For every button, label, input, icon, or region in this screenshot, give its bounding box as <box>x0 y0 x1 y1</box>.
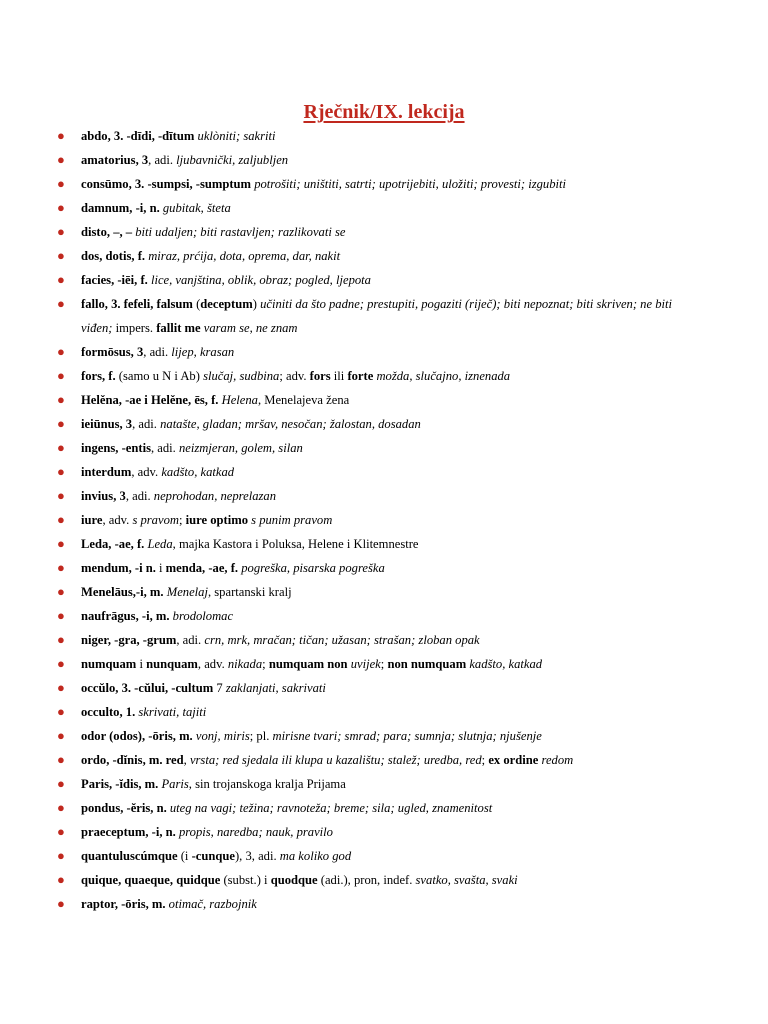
entry-text: ; adv. <box>279 369 310 383</box>
entry-headword: numquam <box>81 657 137 671</box>
vocabulary-entry <box>57 124 697 148</box>
entry-headword: menda, -ae, f. <box>165 561 239 575</box>
vocabulary-entry <box>57 556 697 580</box>
entry-translation: svatko, svašta, svaki <box>415 873 518 887</box>
bullet-icon: ● <box>57 512 65 527</box>
vocabulary-entry <box>57 148 697 172</box>
entry-text: ) <box>252 297 261 311</box>
entry-text: (i <box>177 849 192 863</box>
bullet-icon: ● <box>57 296 65 311</box>
entry-translation: zaklanjati, sakrivati <box>225 681 326 695</box>
entry-headword: -cunque <box>191 849 235 863</box>
entry-headword: Paris, -ĭdis, m. <box>81 777 159 791</box>
vocabulary-entry <box>57 460 697 484</box>
bullet-icon: ● <box>57 248 65 263</box>
vocabulary-entry <box>57 196 697 220</box>
entry-translation: crn, mrk, mračan; tičan; užasan; strašan; zloban opak <box>204 633 480 647</box>
entry-translation: potrošiti; uništiti, satrti; upotrijebiti, uložiti; provesti; izgubiti <box>251 177 567 191</box>
entry-translation: Paris <box>158 777 189 791</box>
bullet-icon: ● <box>57 344 65 359</box>
bullet-icon: ● <box>57 272 65 287</box>
entry-translation: redom <box>538 753 574 767</box>
entry-translation: brodolomac <box>169 609 234 623</box>
entry-text: , adi. <box>143 345 172 359</box>
vocabulary-entry <box>57 292 697 340</box>
entry-translation: natašte, gladan; mršav, nesočan; žalostan, dosadan <box>160 417 421 431</box>
bullet-icon: ● <box>57 152 65 167</box>
vocabulary-entry <box>57 508 697 532</box>
bullet-icon: ● <box>57 800 65 815</box>
entry-translation: otimač, razbojnik <box>165 897 257 911</box>
entry-translation: pogreška, pisarska pogreška <box>238 561 385 575</box>
entry-text: 7 <box>213 681 226 695</box>
entry-text: , sin trojanskoga kralja Prijama <box>188 777 346 791</box>
entry-headword: quantuluscúmque <box>81 849 178 863</box>
page-title: Rječnik/IX. lekcija <box>303 101 465 124</box>
entry-translation: gubitak, šteta <box>159 201 231 215</box>
entry-headword: pondus, -ĕris, n. <box>81 801 167 815</box>
entry-headword: interdum <box>81 465 132 479</box>
entry-headword: disto, –, – <box>81 225 133 239</box>
vocabulary-entry <box>57 820 697 844</box>
entry-text: (samo u N i Ab) <box>115 369 204 383</box>
vocabulary-entry <box>57 244 697 268</box>
vocabulary-entry <box>57 868 697 892</box>
entry-translation: uklòniti; sakriti <box>194 129 276 143</box>
vocabulary-entry <box>57 484 697 508</box>
entry-headword: damnum, -i, n. <box>81 201 160 215</box>
bullet-icon: ● <box>57 392 65 407</box>
entry-headword: quodque <box>270 873 318 887</box>
entry-translation: varam se, ne znam <box>200 321 298 335</box>
entry-translation: s pravom <box>132 513 179 527</box>
bullet-icon: ● <box>57 128 65 143</box>
entry-text: , Menelajeva žena <box>257 393 350 407</box>
entry-headword: occulto, 1. <box>81 705 136 719</box>
entry-headword: iure optimo <box>185 513 249 527</box>
entry-text: ili <box>330 369 348 383</box>
entry-translation: slučaj, sudbina <box>203 369 280 383</box>
entry-headword: ingens, -entis <box>81 441 151 455</box>
bullet-icon: ● <box>57 224 65 239</box>
entry-translation: nikada <box>227 657 263 671</box>
entry-translation: neizmjeran, golem, silan <box>178 441 303 455</box>
vocabulary-entry <box>57 892 697 916</box>
entry-headword: Menelāus,-i, m. <box>81 585 164 599</box>
bullet-icon: ● <box>57 200 65 215</box>
vocabulary-entry <box>57 844 697 868</box>
entry-headword: raptor, -ōris, m. <box>81 897 166 911</box>
entry-headword: ex ordine <box>488 753 539 767</box>
entry-headword: Leda, -ae, f. <box>81 537 145 551</box>
entry-text: , majka Kastora i Poluksa, Helene i Klitemnestre <box>172 537 419 551</box>
vocabulary-entry <box>57 676 697 700</box>
entry-text: , adi. <box>150 441 179 455</box>
vocabulary-entry <box>57 220 697 244</box>
entry-text: ), 3, adi. <box>234 849 280 863</box>
entry-translation: miraz, prćija, dota, oprema, dar, nakit <box>145 249 341 263</box>
vocabulary-entry <box>57 268 697 292</box>
entry-translation: ljubavnički, zaljubljen <box>176 153 289 167</box>
bullet-icon: ● <box>57 824 65 839</box>
entry-text: , <box>183 753 190 767</box>
bullet-icon: ● <box>57 728 65 743</box>
bullet-icon: ● <box>57 656 65 671</box>
entry-headword: occŭlo, 3. -cŭlui, -cultum <box>81 681 214 695</box>
entry-translation: učiniti da što padne; prestupiti, pogaziti (riječ); biti nepoznat; biti skriven; ne biti viđen; <box>81 297 673 335</box>
entry-text: ; <box>481 753 489 767</box>
entry-translation: Menelaj <box>163 585 208 599</box>
entry-headword: mendum, -i n. <box>81 561 156 575</box>
vocabulary-entry <box>57 436 697 460</box>
entry-headword: formōsus, 3 <box>81 345 144 359</box>
bullet-icon: ● <box>57 704 65 719</box>
entry-text: , adi. <box>148 153 177 167</box>
entry-text: , adi. <box>125 489 154 503</box>
entry-headword: dos, dotis, f. <box>81 249 146 263</box>
bullet-icon: ● <box>57 896 65 911</box>
entry-headword: quique, quaeque, quidque <box>81 873 221 887</box>
vocabulary-entry <box>57 388 697 412</box>
entry-headword: Helěna, -ae i Helěne, ēs, f. <box>81 393 219 407</box>
entry-text: impers. <box>112 321 157 335</box>
entry-headword: ordo, -dĭnis, m. red <box>81 753 184 767</box>
entry-text: ; <box>380 657 388 671</box>
bullet-icon: ● <box>57 632 65 647</box>
entry-headword: numquam non <box>268 657 348 671</box>
entry-headword: forte <box>347 369 374 383</box>
entry-headword: fors <box>309 369 331 383</box>
vocabulary-entry <box>57 724 697 748</box>
entry-translation: uteg na vagi; težina; ravnoteža; breme; sila; ugled, znamenitost <box>166 801 493 815</box>
entry-headword: facies, -iēi, f. <box>81 273 148 287</box>
entry-headword: niger, -gra, -grum <box>81 633 177 647</box>
bullet-icon: ● <box>57 368 65 383</box>
entry-translation: Helena <box>218 393 258 407</box>
vocabulary-entry <box>57 172 697 196</box>
vocabulary-entry <box>57 364 697 388</box>
entry-translation: ma koliko god <box>279 849 352 863</box>
vocabulary-entry <box>57 652 697 676</box>
entry-translation: lijep, krasan <box>171 345 235 359</box>
vocabulary-entry <box>57 580 697 604</box>
bullet-icon: ● <box>57 536 65 551</box>
entry-text: ; <box>262 657 269 671</box>
entry-translation: Leda <box>144 537 173 551</box>
entry-translation: kadšto, katkad <box>161 465 235 479</box>
entry-text: , adv. <box>131 465 162 479</box>
entry-text: ; pl. <box>249 729 273 743</box>
entry-translation: propis, naredba; nauk, pravilo <box>175 825 333 839</box>
entry-translation: vonj, miris <box>192 729 250 743</box>
bullet-icon: ● <box>57 608 65 623</box>
entry-translation: uvijek <box>347 657 381 671</box>
entry-headword: consūmo, 3. -sumpsi, -sumptum <box>81 177 252 191</box>
entry-headword: fors, f. <box>81 369 116 383</box>
bullet-icon: ● <box>57 680 65 695</box>
entry-translation: vrsta; red sjedala ili klupa u kazalištu; stalež; uredba, red <box>189 753 482 767</box>
vocabulary-entry <box>57 340 697 364</box>
entry-text: ; <box>178 513 186 527</box>
vocabulary-entry <box>57 796 697 820</box>
entry-headword: fallo, 3. fefeli, falsum <box>81 297 193 311</box>
entry-headword: naufrāgus, -i, m. <box>81 609 170 623</box>
entry-translation: možda, slučajno, iznenada <box>373 369 511 383</box>
entry-headword: amatorius, 3 <box>81 153 149 167</box>
bullet-icon: ● <box>57 464 65 479</box>
vocabulary-entry <box>57 532 697 556</box>
entry-headword: iure <box>81 513 103 527</box>
entry-translation: mirisne tvari; smrad; para; sumnja; slutnja; njušenje <box>272 729 542 743</box>
entry-text: i <box>155 561 166 575</box>
bullet-icon: ● <box>57 416 65 431</box>
bullet-icon: ● <box>57 752 65 767</box>
bullet-icon: ● <box>57 440 65 455</box>
entry-headword: abdo, 3. -dīdi, -dītum <box>81 129 195 143</box>
entry-text: i <box>136 657 147 671</box>
entry-headword: fallit me <box>156 321 201 335</box>
bullet-icon: ● <box>57 872 65 887</box>
entry-headword: invius, 3 <box>81 489 126 503</box>
entry-translation: s punim pravom <box>248 513 333 527</box>
vocabulary-list <box>57 124 697 916</box>
vocabulary-entry <box>57 628 697 652</box>
bullet-icon: ● <box>57 848 65 863</box>
entry-translation: lice, vanjština, oblik, obraz; pogled, ljepota <box>147 273 371 287</box>
vocabulary-entry <box>57 700 697 724</box>
entry-text: , spartanski kralj <box>207 585 292 599</box>
entry-text: , adi. <box>132 417 161 431</box>
bullet-icon: ● <box>57 176 65 191</box>
entry-text: , adi. <box>176 633 205 647</box>
bullet-icon: ● <box>57 488 65 503</box>
entry-translation: skrivati, tajiti <box>135 705 207 719</box>
entry-headword: odor (odos), -ōris, m. <box>81 729 193 743</box>
vocabulary-entry <box>57 412 697 436</box>
entry-headword: ieiūnus, 3 <box>81 417 133 431</box>
vocabulary-entry <box>57 748 697 772</box>
bullet-icon: ● <box>57 584 65 599</box>
entry-translation: kadšto, katkad <box>466 657 543 671</box>
entry-headword: nunquam <box>146 657 198 671</box>
bullet-icon: ● <box>57 560 65 575</box>
entry-translation: biti udaljen; biti rastavljen; razlikovati se <box>132 225 346 239</box>
entry-headword: non numquam <box>387 657 467 671</box>
entry-text: , adv. <box>197 657 228 671</box>
entry-text: (subst.) i <box>220 873 271 887</box>
bullet-icon: ● <box>57 776 65 791</box>
vocabulary-entry <box>57 772 697 796</box>
entry-text: , adv. <box>102 513 133 527</box>
entry-translation: neprohodan, neprelazan <box>153 489 276 503</box>
entry-headword: deceptum <box>200 297 253 311</box>
vocabulary-entry <box>57 604 697 628</box>
entry-text: (adi.), pron, indef. <box>317 873 416 887</box>
entry-headword: praeceptum, -i, n. <box>81 825 176 839</box>
entry-text: ( <box>192 297 201 311</box>
